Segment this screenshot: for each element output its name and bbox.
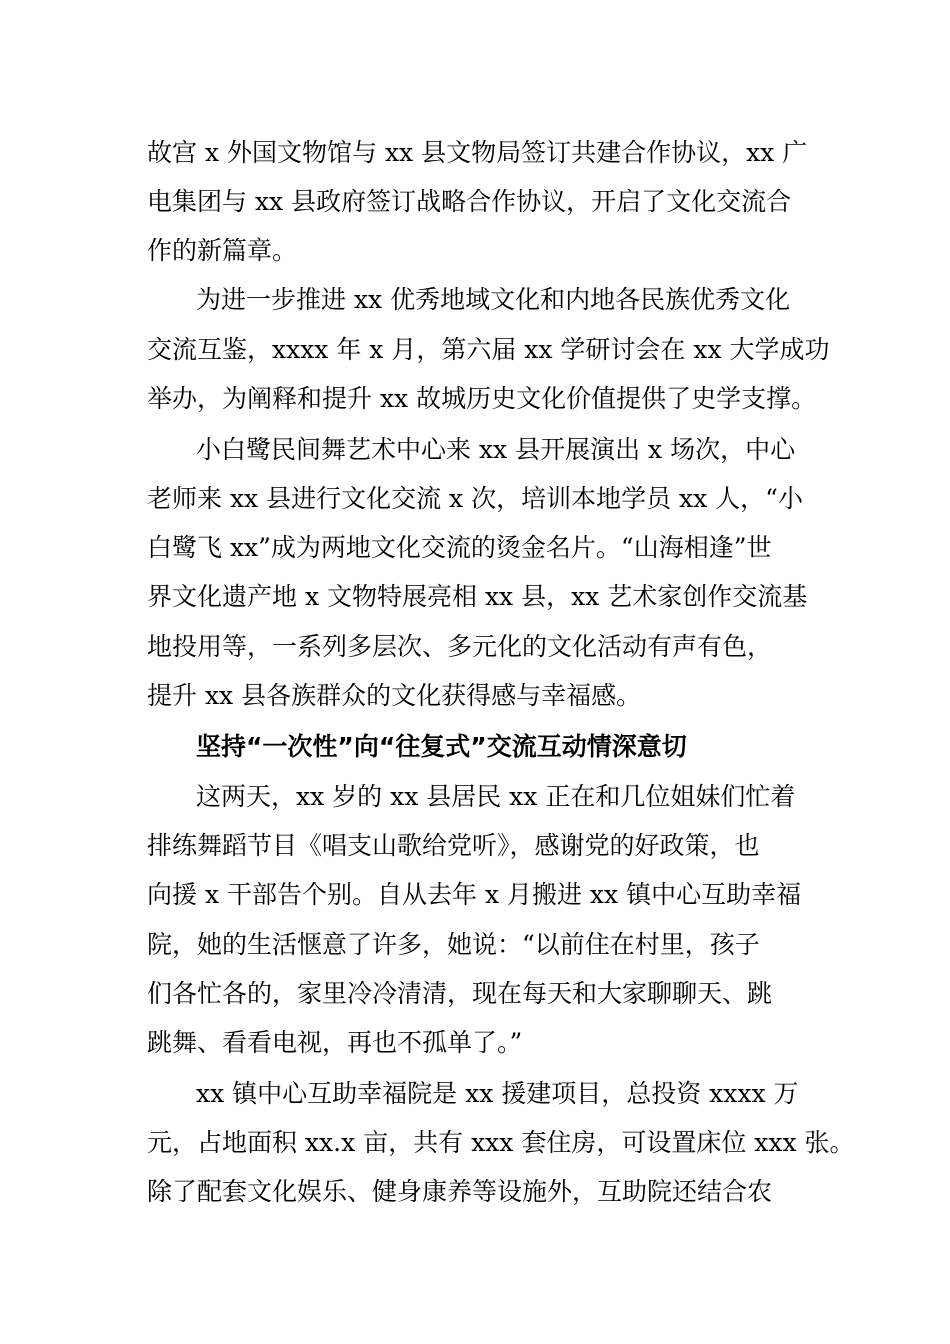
body-text-line: 地投用等，一系列多层次、多元化的文化活动有声有色， xyxy=(147,632,773,661)
body-text-line: 跳舞、看看电视，再也不孤单了。” xyxy=(147,1028,523,1057)
body-text-line: 作的新篇章。 xyxy=(147,236,298,265)
body-text-line: 界文化遗产地 x 文物特展亮相 xx 县，xx 艺术家创作交流基 xyxy=(147,582,808,611)
body-text-line: 除了配套文化娱乐、健身康养等设施外，互助院还结合农 xyxy=(147,1177,773,1206)
body-text-line: 院，她的生活惬意了许多，她说：“以前住在村里，孩子 xyxy=(147,930,760,959)
body-text-line: 向援 x 干部告个别。自从去年 x 月搬进 xx 镇中心互助幸福 xyxy=(147,880,802,909)
paragraph-first-line: 小白鹭民间舞艺术中心来 xx 县开展演出 x 场次，中心 xyxy=(196,435,796,464)
body-text-line: 提升 xx 县各族群众的文化获得感与幸福感。 xyxy=(147,681,642,710)
paragraph-first-line: 这两天，xx 岁的 xx 县居民 xx 正在和几位姐妹们忙着 xyxy=(196,782,796,811)
body-text-line: 老师来 xx 县进行文化交流 x 次，培训本地学员 xx 人，“小 xyxy=(147,484,803,513)
section-heading: 坚持“一次性”向“往复式”交流互动情深意切 xyxy=(196,732,687,761)
body-text-line: 交流互鉴，xxxx 年 x 月，第六届 xx 学研讨会在 xx 大学成功 xyxy=(147,335,830,364)
body-text-line: 白鹭飞 xx”成为两地文化交流的烫金名片。“山海相逢”世 xyxy=(147,533,772,562)
body-text-line: 排练舞蹈节目《唱支山歌给党听》，感谢党的好政策，也 xyxy=(147,831,760,860)
body-text-line: 举办，为阐释和提升 xx 故城历史文化价值提供了史学支撑。 xyxy=(147,384,817,413)
body-text-line: 故宫 x 外国文物馆与 xx 县文物局签订共建合作协议，xx 广 xyxy=(147,138,808,167)
body-text-line: 元，占地面积 xx.x 亩，共有 xxx 套住房，可设置床位 xxx 张。 xyxy=(147,1128,855,1157)
body-text-line: 电集团与 xx 县政府签订战略合作协议，开启了文化交流合 xyxy=(147,187,792,216)
paragraph-first-line: xx 镇中心互助幸福院是 xx 援建项目，总投资 xxxx 万 xyxy=(196,1079,799,1108)
body-text-line: 们各忙各的，家里冷冷清清，现在每天和大家聊聊天、跳 xyxy=(147,979,773,1008)
paragraph-first-line: 为进一步推进 xx 优秀地域文化和内地各民族优秀文化 xyxy=(196,285,791,314)
